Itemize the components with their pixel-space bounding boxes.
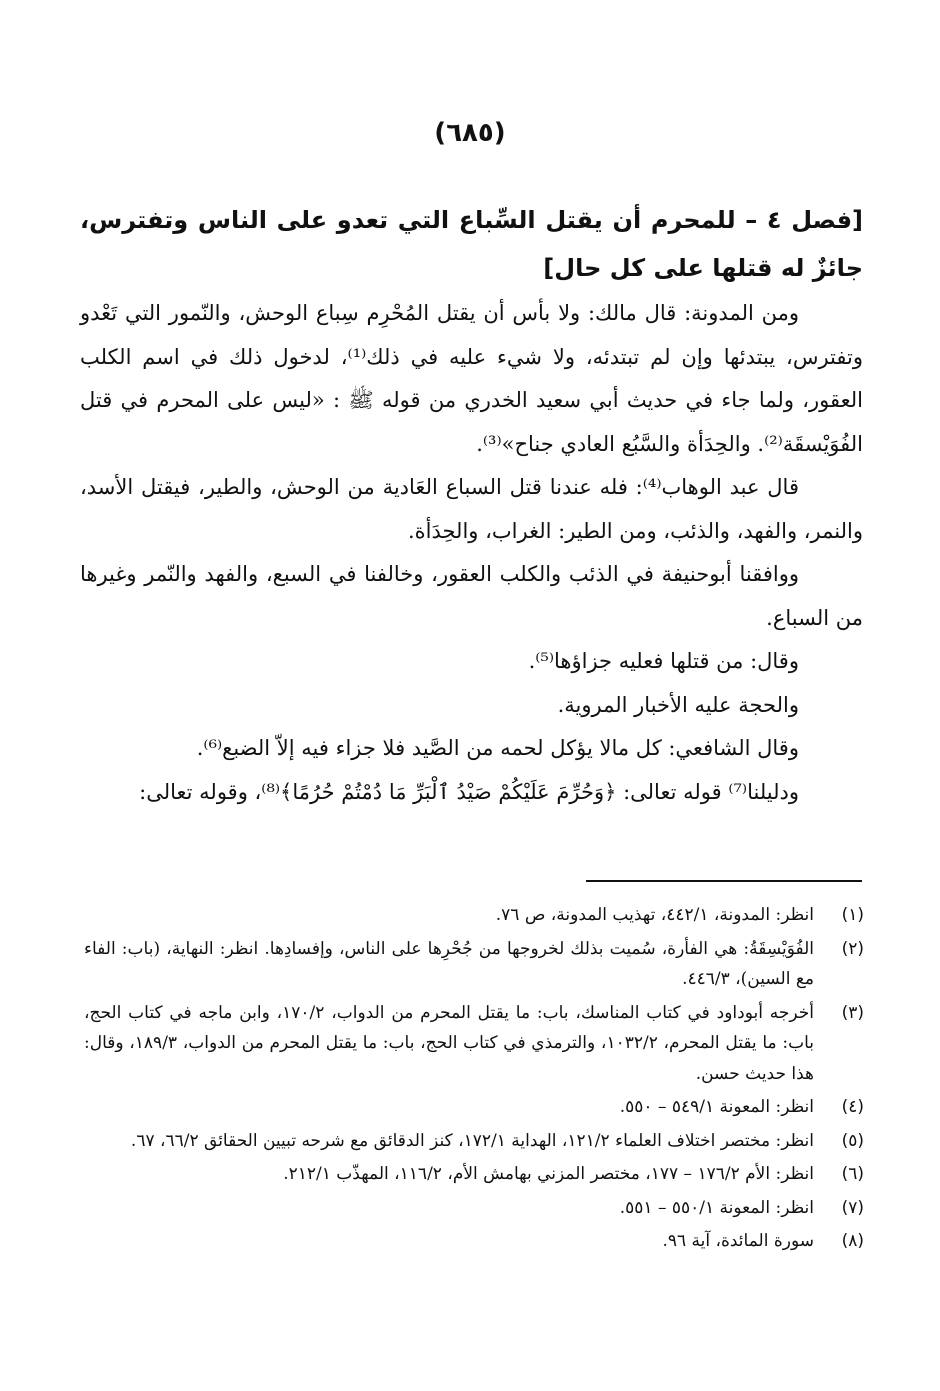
footnote-text: سورة المائدة، آية ٩٦. [662, 1231, 814, 1251]
page-number: (٦٨٥) [434, 118, 506, 148]
paragraph: قال عبد الوهاب⁽⁴⁾: فله عندنا قتل السباع العَادية من الوحش، والطير، فيقتل الأسد، والنمر، والفهد، والذئب، ومن الطير: الغراب، والحِدَأة. [80, 475, 863, 543]
footnote [84, 1193, 864, 1224]
indented-line: ودليلنا⁽⁷⁾ قوله تعالى: ﴿وَحُرِّمَ عَلَيْكُمْ صَيْدُ ٱلْبَرِّ مَا دُمْتُمْ حُرُمًا﴾⁽⁸⁾، وقوله تعالى: [139, 779, 799, 804]
footnote-number: (٢) [841, 938, 864, 959]
footnotes [84, 900, 864, 1260]
main-text [80, 196, 863, 814]
footnote [84, 934, 864, 995]
footnote-number: (٦) [841, 1164, 864, 1184]
footnote-separator [586, 880, 862, 882]
footnote [84, 1126, 864, 1157]
footnote-number: (٣) [841, 1002, 864, 1023]
footnote-number: (١) [841, 905, 864, 925]
footnote-text: انظر: مختصر اختلاف العلماء ١٢١/٢، الهداية ١٧٢/١، كنز الدقائق مع شرحه تبيين الحقائق ٦٦/٢، ٦٧. [130, 1130, 814, 1151]
footnote-number: (٥) [841, 1130, 864, 1151]
footnote [84, 998, 864, 1090]
footnote-text: انظر: الأم ١٧٦/٢ – ١٧٧، مختصر المزني بهامش الأم، ١١٦/٢، المهذّب ٢١٢/١. [283, 1164, 814, 1184]
indented-line: والحجة عليه الأخبار المروية. [557, 692, 799, 717]
footnote [84, 900, 864, 931]
footnote-text: الفُوَيْسِقَةُ: هي الفأرة، سُميت بذلك لخروجها من جُحْرِها على الناس، وإفسادِها. انظر: النهاية، (باب: الفاء مع السين)، ٤٤٦/٣. [84, 938, 814, 989]
paragraph: ووافقنا أبوحنيفة في الذئب والكلب العقور، وخالفنا في السبع، والفهد والنّمر وغيرها من السباع. [80, 562, 863, 630]
footnote-number: (٤) [841, 1097, 864, 1117]
footnote-text: انظر: المعونة ٥٥٠/١ – ٥٥١. [619, 1197, 814, 1218]
footnote [84, 1159, 864, 1190]
footnote-text: انظر: المدونة، ٤٤٢/١، تهذيب المدونة، ص ٧٦. [495, 905, 814, 925]
section-heading: [فصل ٤ – للمحرم أن يقتل السِّباع التي تعدو على الناس وتفترس، جائزٌ له قتلها على كل حال] [80, 206, 863, 282]
footnote-text: انظر: المعونة ٥٤٩/١ – ٥٥٠. [619, 1097, 814, 1117]
footnote [84, 1226, 864, 1257]
indented-line: وقال الشافعي: كل مالا يؤكل لحمه من الصَّيد فلا جزاء فيه إلاّ الضبع⁽⁶⁾. [196, 736, 799, 760]
paragraph: ومن المدونة: قال مالك: ولا بأس أن يقتل المُحْرِم سِباع الوحش، والنّمور التي تَعْدو وتفترس، يبتدئها وإن لم تبتدئه، ولا شيء عليه في ذلك⁽¹⁾، لدخول ذلك في اسم الكلب العقور، ولما جاء في حديث أبي سعيد الخدري من قوله ﷺ : «ليس على المحرم في قتل الفُوَيْسقَة⁽²⁾. والحِدَأة والسَّبُع العادي جناح»⁽³⁾. [80, 301, 864, 456]
footnote-number: (٨) [841, 1231, 864, 1251]
indented-line: وقال: من قتلها فعليه جزاؤها⁽⁵⁾. [528, 649, 799, 673]
footnote [84, 1092, 864, 1123]
footnote-text: أخرجه أبوداود في كتاب المناسك، باب: ما يقتل المحرم من الدواب، ١٧٠/٢، وابن ماجه في كتاب الحج، باب: ما يقتل المحرم، ١٠٣٢/٢، والترمذي في كتاب الحج، باب: ما يقتل المحرم من الدواب، ١٨٩/٣، وقال: هذا حديث حسن. [84, 1002, 814, 1084]
footnote-number: (٧) [841, 1197, 864, 1218]
